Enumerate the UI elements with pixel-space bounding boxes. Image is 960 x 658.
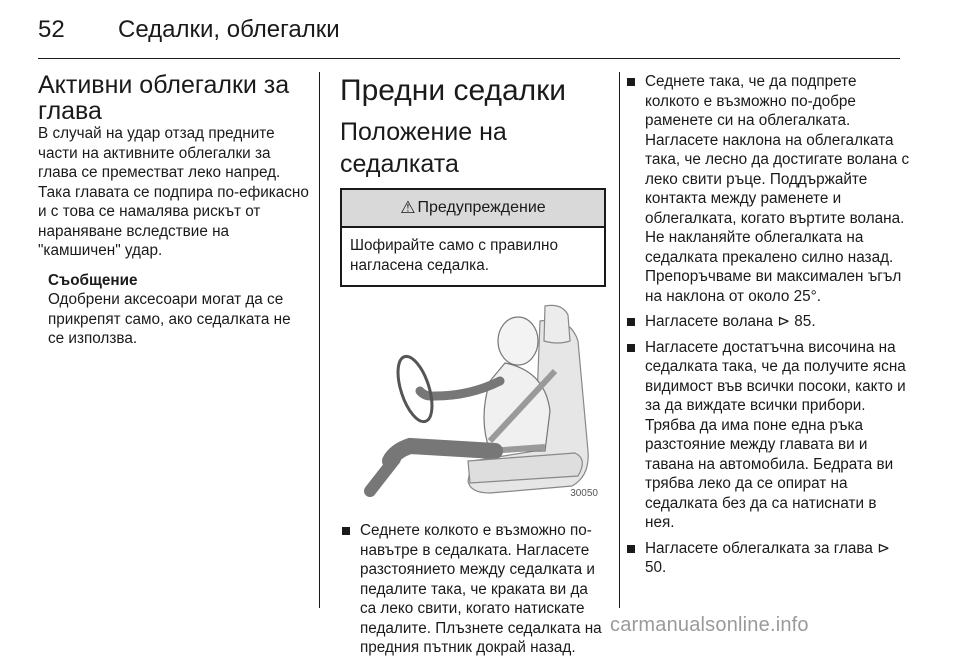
- cross-reference-link[interactable]: Нагласете волана ⊳ 85.: [645, 313, 816, 330]
- bullet-square-icon: [627, 344, 635, 352]
- page-number: 52: [38, 16, 65, 43]
- warning-box: [340, 188, 606, 287]
- cross-reference-link[interactable]: Нагласете облегалката за глава ⊳ 50.: [645, 539, 890, 576]
- header-divider: [38, 58, 900, 59]
- column-1: [38, 72, 310, 349]
- page-title: Седалки, облегалки: [118, 16, 340, 43]
- subheading-seat-position: Положение на седалката: [340, 118, 507, 178]
- section-heading-active-headrests: Активни облегалки за глава: [38, 71, 290, 125]
- seat-position-illustration: [340, 301, 602, 501]
- watermark: carmanualsonline.info: [610, 614, 809, 636]
- bullet-square-icon: [342, 527, 350, 535]
- note-text: Одобрени аксесоари могат да се прикрепят само, ако седалката не се използва.: [48, 291, 291, 347]
- bullet-square-icon: [627, 78, 635, 86]
- note-title: Съобщение: [48, 271, 138, 289]
- column-divider-1: [319, 72, 320, 608]
- warning-text: Шофирайте само с правилно нагласена седалка.: [350, 237, 558, 274]
- warning-triangle-icon: ⚠: [400, 198, 416, 217]
- list-item: [625, 312, 910, 332]
- seat-instructions-list-2: [625, 72, 910, 578]
- column-2: [340, 72, 606, 658]
- note-block: [48, 271, 310, 349]
- active-headrests-paragraph: В случай на удар отзад предните части на активните облегалки за глава се преместват леко напред. Така главата се подпира по-ефикасно и с това се намалява рискът от нараняване вследствие на "камшичен" удар.: [38, 125, 309, 259]
- bullet-square-icon: [627, 545, 635, 553]
- column-divider-2: [619, 72, 620, 608]
- seat-instructions-list-1: [340, 521, 606, 658]
- bullet-square-icon: [627, 318, 635, 326]
- warning-title: Предупреждение: [417, 199, 546, 216]
- illustration-code: 30050: [570, 488, 598, 499]
- list-item: Нагласете достатъчна височина на седалката така, че да получите ясна видимост във всички посоки, както и за да виждате всички прибори. Трябва да има поне една ръка разстояние между главата ви и тавана на автомобила. Бедрата ви трябва леко да се опират на седалката без да са натиснати в нея.: [625, 338, 910, 533]
- list-item: Седнете така, че да подпрете колкото е възможно по-добре раменете си на облегалката. Нагласете наклона на облегалката така, че лесно да достигате волана с леко свити ръце. Поддържайте контакта между раменете и облегалката, когато въртите волана. Не накланяйте облегалката на седалката прекалено силно назад. Препоръчваме ви максимален ъгъл на наклона от около 25°.: [625, 72, 910, 306]
- column-3: [625, 72, 910, 578]
- list-item: Седнете колкото е възможно по-навътре в седалката. Нагласете разстоянието между седалката и педалите така, че краката ви да са леко свити, когато натискате педалите. Плъзнете седалката на предния пътник докрай назад.: [340, 521, 606, 658]
- warning-header: [342, 190, 604, 228]
- list-item: [625, 539, 910, 578]
- page-header: [38, 14, 900, 46]
- section-heading-front-seats: Предни седалки: [340, 74, 567, 107]
- driver-seat-image: [340, 301, 602, 501]
